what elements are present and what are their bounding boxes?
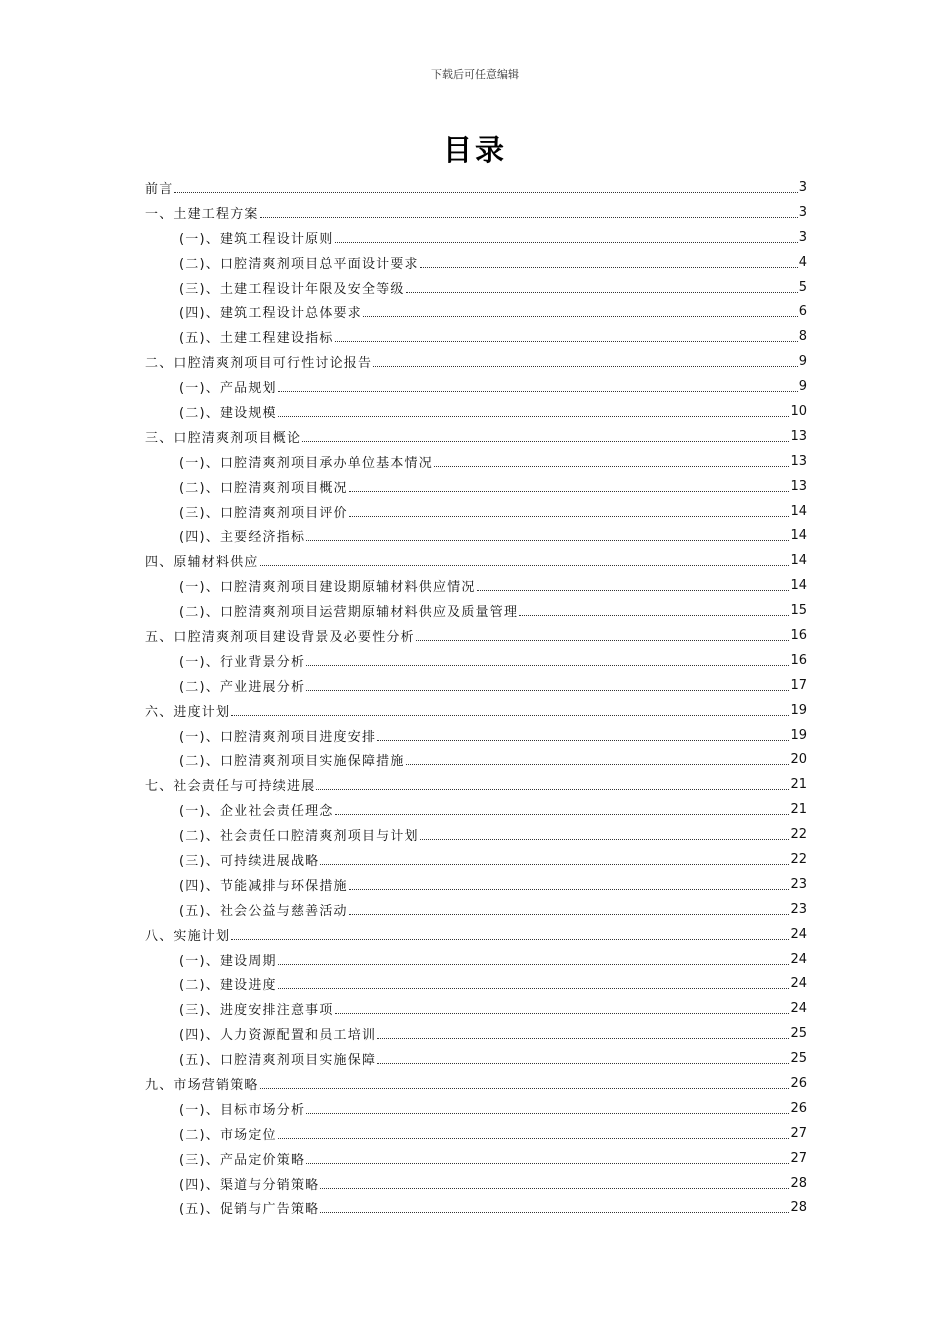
- toc-entry[interactable]: [145, 922, 807, 947]
- toc-entry-label: (二)、口腔清爽剂项目运营期原辅材料供应及质量管理: [179, 605, 519, 621]
- dot-leader: [278, 1137, 790, 1139]
- toc-entry[interactable]: [145, 897, 807, 922]
- toc-entry-label: (一)、行业背景分析: [179, 654, 306, 670]
- toc-entry-label: 四、原辅材料供应: [145, 555, 259, 571]
- toc-entry-label: (五)、社会公益与慈善活动: [179, 903, 348, 919]
- dot-leader: [320, 863, 789, 865]
- toc-entry-label: 五、口腔清爽剂项目建设背景及必要性分析: [145, 629, 415, 645]
- toc-entry-page: 14: [790, 553, 807, 569]
- dot-leader: [306, 664, 789, 666]
- toc-entry-label: (二)、口腔清爽剂项目总平面设计要求: [179, 256, 419, 272]
- dot-leader: [349, 888, 790, 890]
- toc-entry-page: 28: [790, 1200, 807, 1216]
- toc-entry-page: 25: [790, 1051, 807, 1067]
- toc-entry-page: 24: [790, 1001, 807, 1017]
- dot-leader: [320, 1187, 789, 1189]
- toc-entry-label: (二)、社会责任口腔清爽剂项目与计划: [179, 829, 419, 845]
- toc-entry-page: 22: [790, 827, 807, 843]
- toc-entry-label: (四)、建筑工程设计总体要求: [179, 306, 362, 322]
- toc-entry-page: 24: [790, 926, 807, 942]
- toc-entry[interactable]: [145, 474, 807, 499]
- toc-entry-label: (二)、产业进展分析: [179, 679, 306, 695]
- toc-entry-page: 6: [798, 304, 807, 320]
- toc-entry-label: (五)、促销与广告策略: [179, 1202, 320, 1218]
- dot-leader: [335, 340, 798, 342]
- toc-entry-label: (三)、进度安排注意事项: [179, 1003, 334, 1019]
- toc-entry-label: (三)、土建工程设计年限及安全等级: [179, 281, 405, 297]
- toc-entry[interactable]: [145, 1096, 807, 1121]
- toc-entry-page: 22: [790, 851, 807, 867]
- toc-entry-page: 14: [790, 578, 807, 594]
- toc-entry-page: 19: [790, 702, 807, 718]
- dot-leader: [316, 788, 789, 790]
- dot-leader: [434, 465, 790, 467]
- toc-entry-page: 23: [790, 876, 807, 892]
- dot-leader: [406, 763, 790, 765]
- toc-entry-page: 24: [790, 976, 807, 992]
- toc-entry-page: 23: [790, 901, 807, 917]
- toc-entry[interactable]: [145, 1171, 807, 1196]
- toc-entry-label: (四)、人力资源配置和员工培训: [179, 1028, 377, 1044]
- toc-entry-page: 16: [790, 652, 807, 668]
- toc-entry-label: (一)、企业社会责任理念: [179, 804, 334, 820]
- toc-entry-page: 25: [790, 1026, 807, 1042]
- toc-entry-label: (二)、建设进度: [179, 978, 277, 994]
- toc-entry-page: 19: [790, 727, 807, 743]
- toc-entry-label: 八、实施计划: [145, 928, 231, 944]
- toc-entry[interactable]: [145, 573, 807, 598]
- dot-leader: [519, 614, 789, 616]
- toc-entry-label: (二)、口腔清爽剂项目实施保障措施: [179, 754, 405, 770]
- toc-entry-page: 17: [790, 677, 807, 693]
- dot-leader: [416, 639, 790, 641]
- toc-entry-page: 10: [790, 403, 807, 419]
- toc-entry-label: 二、口腔清爽剂项目可行性讨论报告: [145, 356, 373, 372]
- toc-entry[interactable]: [145, 275, 807, 300]
- toc-entry[interactable]: [145, 673, 807, 698]
- toc-entry-page: 3: [798, 179, 807, 195]
- toc-entry-page: 20: [790, 752, 807, 768]
- toc-entry-label: 九、市场营销策略: [145, 1078, 259, 1093]
- toc-entry-label: (五)、口腔清爽剂项目实施保障: [179, 1053, 377, 1069]
- toc-entry-label: (三)、可持续进展战略: [179, 853, 320, 869]
- toc-entry[interactable]: [145, 299, 807, 324]
- toc-entry-label: (五)、土建工程建设指标: [179, 331, 334, 347]
- dot-leader: [477, 589, 790, 591]
- toc-entry-label: (二)、口腔清爽剂项目概况: [179, 480, 348, 496]
- dot-leader: [349, 490, 790, 492]
- toc-entry[interactable]: [145, 723, 807, 748]
- dot-leader: [420, 266, 798, 268]
- dot-leader: [363, 315, 798, 317]
- toc-entry-page: 13: [790, 428, 807, 444]
- dot-leader: [377, 1037, 789, 1039]
- toc-entry-page: 3: [798, 229, 807, 245]
- toc-entry-label: (二)、市场定位: [179, 1127, 277, 1143]
- toc-entry-label: (一)、建设周期: [179, 953, 277, 969]
- toc-entry-label: 六、进度计划: [145, 704, 231, 720]
- toc-entry-page: 14: [790, 503, 807, 519]
- toc-entry[interactable]: [145, 1196, 807, 1221]
- toc-entry-label: 七、社会责任与可持续进展: [145, 779, 316, 795]
- toc-entry-page: 13: [790, 453, 807, 469]
- toc-entry[interactable]: [145, 523, 807, 548]
- toc-entry[interactable]: [145, 623, 807, 648]
- toc-entry-page: 9: [798, 354, 807, 370]
- toc-entry[interactable]: [145, 175, 807, 200]
- dot-leader: [260, 216, 798, 218]
- toc-entry[interactable]: [145, 698, 807, 723]
- dot-leader: [377, 1062, 789, 1064]
- page-header: 下载后可任意编辑: [431, 68, 519, 81]
- toc-entry-page: 13: [790, 478, 807, 494]
- dot-leader: [320, 1211, 789, 1213]
- toc-entry-page: 8: [798, 329, 807, 345]
- toc-entry[interactable]: [145, 1046, 807, 1071]
- dot-leader: [278, 415, 790, 417]
- toc-entry[interactable]: [145, 225, 807, 250]
- toc-entry[interactable]: [145, 1121, 807, 1146]
- toc-entry-page: 21: [790, 802, 807, 818]
- toc-title: 目录: [442, 133, 507, 167]
- toc-entry[interactable]: [145, 772, 807, 797]
- toc-entry-label: (一)、建筑工程设计原则: [179, 231, 334, 247]
- toc-entry[interactable]: [145, 996, 807, 1021]
- dot-leader: [335, 813, 790, 815]
- toc-entry-label: (三)、产品定价策略: [179, 1152, 306, 1168]
- toc-entry-page: 24: [790, 951, 807, 967]
- toc-entry[interactable]: [145, 822, 807, 847]
- toc-entry[interactable]: [145, 449, 807, 474]
- dot-leader: [278, 987, 790, 989]
- toc-entry[interactable]: [145, 200, 807, 225]
- toc-entry[interactable]: [145, 972, 807, 997]
- toc-entry-label: (二)、建设规模: [179, 405, 277, 421]
- dot-leader: [373, 365, 798, 367]
- dot-leader: [349, 913, 790, 915]
- toc-entry[interactable]: [145, 847, 807, 872]
- toc-entry[interactable]: [145, 424, 807, 449]
- toc-entry[interactable]: [145, 872, 807, 897]
- toc-entry-page: 21: [790, 777, 807, 793]
- toc-entry[interactable]: [145, 1071, 807, 1096]
- toc-entry[interactable]: [145, 250, 807, 275]
- toc-entry[interactable]: [145, 598, 807, 623]
- toc-entry-label: (四)、节能减排与环保措施: [179, 878, 348, 894]
- toc-entry-label: (一)、口腔清爽剂项目进度安排: [179, 729, 377, 745]
- toc-entry-label: (三)、口腔清爽剂项目评价: [179, 505, 348, 521]
- dot-leader: [306, 1162, 789, 1164]
- toc-entry-page: 14: [790, 528, 807, 544]
- dot-leader: [231, 714, 789, 716]
- toc-entry-page: 27: [790, 1125, 807, 1141]
- toc-entry-page: 3: [798, 204, 807, 220]
- dot-leader: [260, 1087, 790, 1089]
- toc-entry[interactable]: [145, 374, 807, 399]
- toc-entry-page: 27: [790, 1150, 807, 1166]
- toc-entry[interactable]: [145, 747, 807, 772]
- toc-entry-page: 16: [790, 627, 807, 643]
- dot-leader: [231, 938, 789, 940]
- dot-leader: [260, 564, 790, 566]
- toc-entry-page: 26: [790, 1100, 807, 1116]
- table-of-contents: [145, 175, 807, 1220]
- dot-leader: [302, 440, 789, 442]
- dot-leader: [406, 291, 798, 293]
- toc-entry[interactable]: [145, 1146, 807, 1171]
- toc-entry[interactable]: [145, 399, 807, 424]
- toc-entry[interactable]: [145, 349, 807, 374]
- dot-leader: [349, 515, 790, 517]
- dot-leader: [306, 1112, 789, 1114]
- toc-entry-label: (四)、主要经济指标: [179, 530, 306, 546]
- dot-leader: [335, 1012, 790, 1014]
- toc-entry[interactable]: [145, 324, 807, 349]
- dot-leader: [335, 241, 798, 243]
- toc-entry-page: 26: [790, 1076, 807, 1091]
- dot-leader: [420, 838, 790, 840]
- toc-entry-page: 28: [790, 1175, 807, 1191]
- toc-entry[interactable]: [145, 797, 807, 822]
- toc-entry-label: (一)、口腔清爽剂项目建设期原辅材料供应情况: [179, 580, 476, 596]
- toc-entry[interactable]: [145, 947, 807, 972]
- toc-entry-label: 三、口腔清爽剂项目概论: [145, 430, 302, 446]
- toc-entry[interactable]: [145, 648, 807, 673]
- dot-leader: [377, 739, 789, 741]
- toc-entry-page: 4: [798, 254, 807, 270]
- dot-leader: [278, 963, 790, 965]
- toc-entry-page: 5: [798, 279, 807, 295]
- toc-entry[interactable]: [145, 548, 807, 573]
- toc-entry-label: (四)、渠道与分销策略: [179, 1177, 320, 1193]
- toc-entry[interactable]: [145, 1021, 807, 1046]
- toc-entry-page: 15: [790, 603, 807, 619]
- dot-leader: [306, 539, 789, 541]
- toc-entry[interactable]: [145, 499, 807, 524]
- toc-entry-label: 前言: [145, 181, 174, 197]
- toc-entry-page: 9: [798, 379, 807, 395]
- dot-leader: [174, 191, 797, 193]
- toc-entry-label: (一)、目标市场分析: [179, 1102, 306, 1118]
- toc-entry-label: 一、土建工程方案: [145, 206, 259, 222]
- dot-leader: [278, 390, 798, 392]
- toc-entry-label: (一)、口腔清爽剂项目承办单位基本情况: [179, 455, 433, 471]
- dot-leader: [306, 689, 789, 691]
- toc-entry-label: (一)、产品规划: [179, 381, 277, 397]
